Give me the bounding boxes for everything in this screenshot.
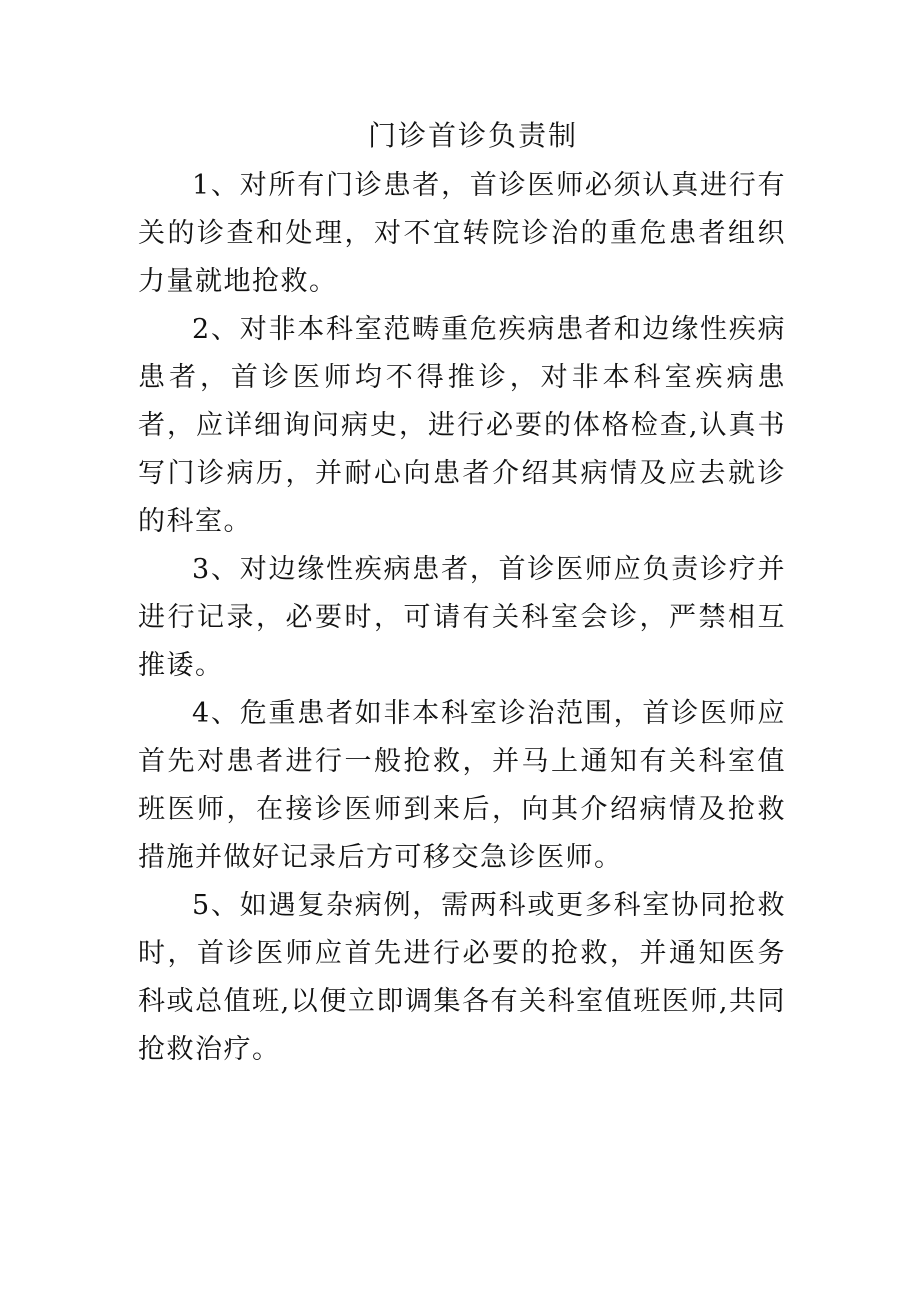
paragraph-5: 5、如遇复杂病例，需两科或更多科室协同抢救时，首诊医师应首先进行必要的抢救，并通知医务科或总值班,以便立即调集各有关科室值班医师,共同抢救治疗。: [138, 890, 786, 1065]
paragraph-2: 2、对非本科室范畴重危疾病患者和边缘性疾病患者，首诊医师均不得推诊，对非本科室疾病患者，应详细询问病史，进行必要的体格检查,认真书写门诊病历，并耐心向患者介绍其病情及应去就诊的科室。: [138, 314, 786, 537]
paragraph-1: 1、对所有门诊患者，首诊医师必须认真进行有关的诊查和处理，对不宜转院诊治的重危患者组织力量就地抢救。: [138, 170, 786, 297]
paragraph-4: 4、危重患者如非本科室诊治范围，首诊医师应首先对患者进行一般抢救，并马上通知有关科室值班医师，在接诊医师到来后，向其介绍病情及抢救措施并做好记录后方可移交急诊医师。: [138, 698, 786, 873]
paragraph-3: 3、对边缘性疾病患者，首诊医师应负责诊疗并进行记录，必要时，可请有关科室会诊，严禁相互推诿。: [138, 554, 786, 681]
document-body: [138, 112, 786, 1074]
document-title: 门诊首诊负责制: [367, 119, 578, 152]
